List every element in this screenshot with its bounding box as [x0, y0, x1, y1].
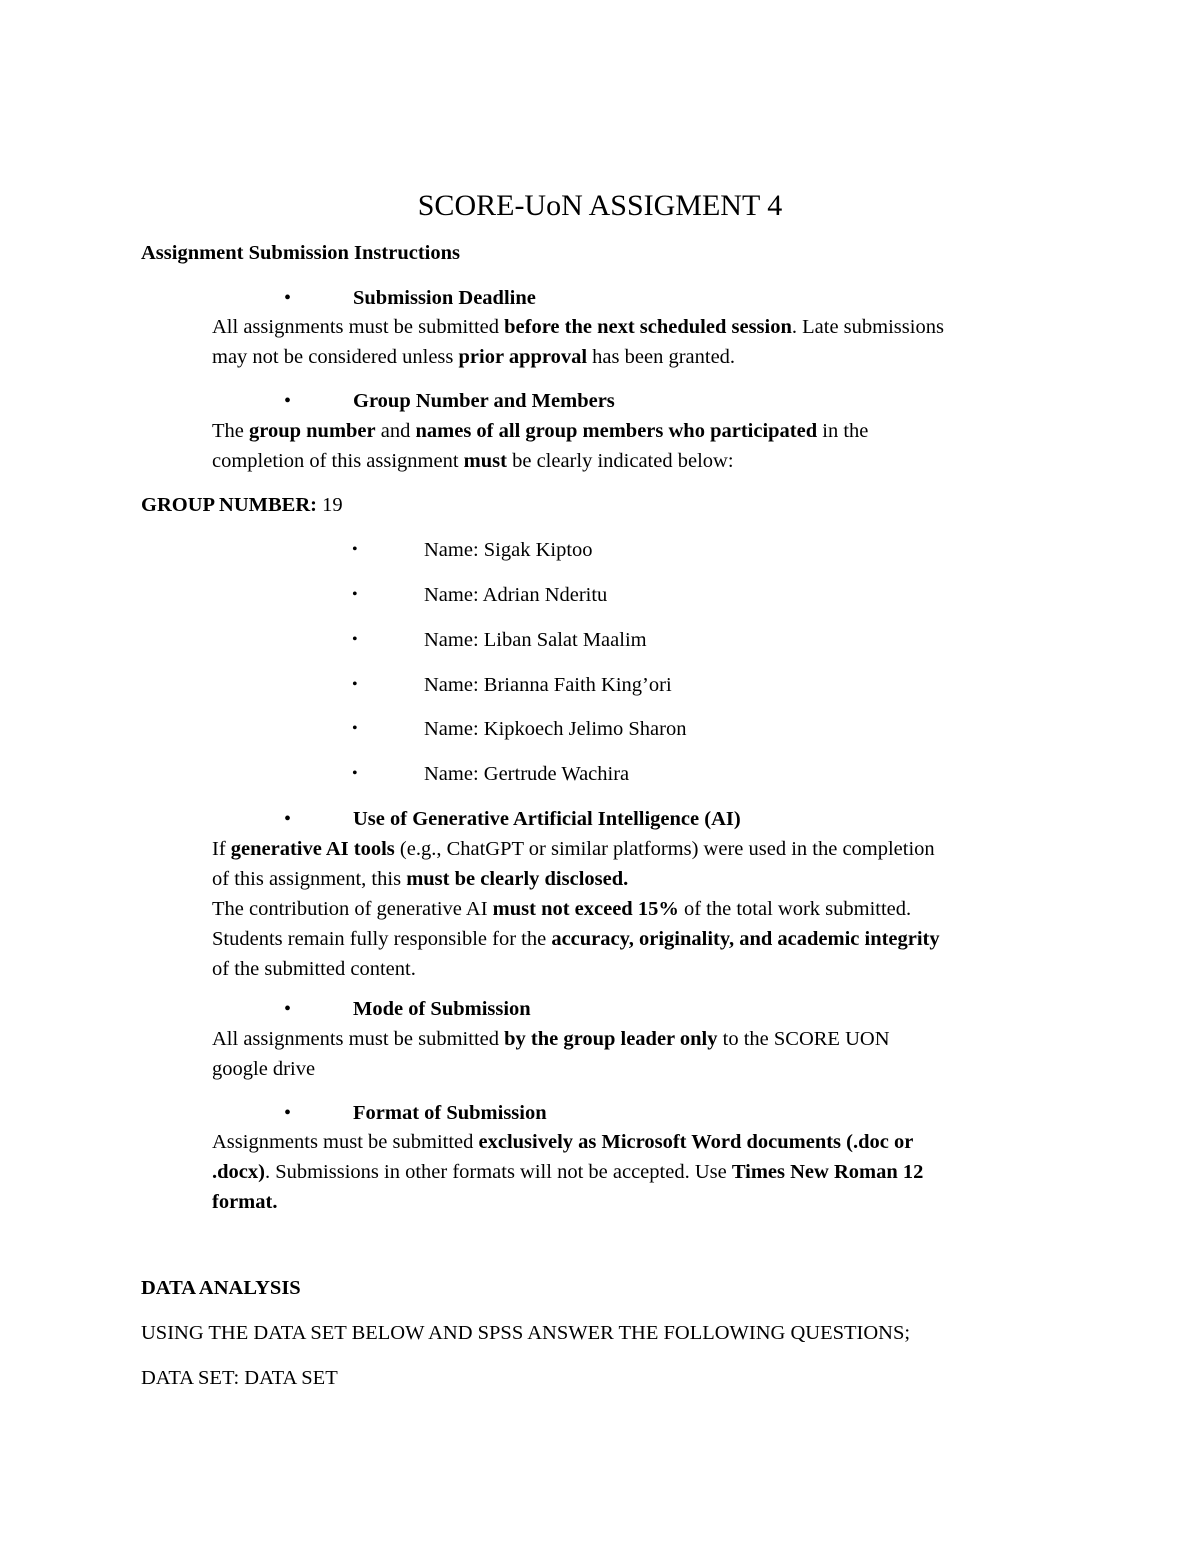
text-run: The	[212, 420, 249, 442]
paragraph-line	[212, 864, 1092, 894]
member-item: Name: Gertrude Wachira	[424, 763, 630, 785]
section-heading-group: Group Number and Members	[353, 390, 615, 412]
text-run: in the	[817, 420, 869, 442]
bold-text: group number	[249, 420, 376, 442]
data-analysis-instruction: USING THE DATA SET BELOW AND SPSS ANSWER THE FOLLOWING QUESTIONS;	[141, 1322, 911, 1344]
paragraph-line	[212, 416, 1092, 446]
paragraph-line	[212, 1054, 1092, 1084]
paragraph-line	[212, 342, 1092, 372]
text-run: of the submitted content.	[212, 958, 416, 980]
member-item: Name: Kipkoech Jelimo Sharon	[424, 718, 687, 740]
paragraph-line	[212, 1127, 1092, 1157]
text-run: All assignments must be submitted	[212, 316, 505, 338]
bullet-icon: •	[352, 720, 358, 737]
instructions-heading: Assignment Submission Instructions	[141, 242, 460, 264]
text-run: (e.g., ChatGPT or similar platforms) were used in the completion	[394, 838, 935, 860]
bullet-icon: •	[352, 541, 358, 558]
bold-text: format.	[212, 1191, 278, 1213]
text-run: Assignments must be submitted	[212, 1131, 479, 1153]
paragraph-line	[212, 924, 1092, 954]
bullet-icon: •	[284, 808, 292, 830]
bold-text: names of all group members who participated	[415, 420, 818, 442]
section-body-mode	[212, 1024, 1092, 1084]
section-body-group	[212, 416, 1092, 476]
text-run: be clearly indicated below:	[506, 450, 734, 472]
bold-text: Times New Roman 12	[731, 1161, 924, 1183]
member-item: Name: Adrian Nderitu	[424, 584, 608, 606]
paragraph-line	[212, 954, 1092, 984]
member-item: Name: Liban Salat Maalim	[424, 629, 647, 651]
member-item: Name: Brianna Faith King’ori	[424, 674, 672, 696]
group-number-label: GROUP NUMBER:	[141, 494, 317, 516]
bullet-icon: •	[352, 676, 358, 693]
text-run: of the total work submitted.	[678, 898, 912, 920]
paragraph-line	[212, 1024, 1092, 1054]
bold-text: .docx)	[212, 1161, 265, 1183]
text-run: Students remain fully responsible for the	[212, 928, 552, 950]
bullet-icon: •	[352, 586, 358, 603]
member-item: Name: Sigak Kiptoo	[424, 539, 593, 561]
section-body-ai	[212, 834, 1092, 984]
paragraph-line	[212, 446, 1092, 476]
bullet-icon: •	[284, 390, 292, 412]
bold-text: by the group leader only	[504, 1028, 718, 1050]
section-body-deadline	[212, 312, 1092, 372]
bold-text: before the next scheduled session	[504, 316, 792, 338]
text-run: may not be considered unless	[212, 346, 459, 368]
text-run: google drive	[212, 1058, 316, 1080]
text-run: of this assignment, this	[212, 868, 407, 890]
text-run: . Late submissions	[791, 316, 944, 338]
paragraph-line	[212, 894, 1092, 924]
text-run: completion of this assignment	[212, 450, 464, 472]
data-set-line: DATA SET: DATA SET	[141, 1367, 338, 1389]
bold-text: prior approval	[458, 346, 588, 368]
paragraph-line	[212, 312, 1092, 342]
section-heading-deadline: Submission Deadline	[353, 287, 536, 309]
group-number-value: 19	[322, 494, 343, 516]
section-heading-mode: Mode of Submission	[353, 998, 531, 1020]
text-run: All assignments must be submitted	[212, 1028, 505, 1050]
bold-text: accuracy, originality, and academic integrity	[551, 928, 940, 950]
group-number-line	[141, 490, 343, 520]
paragraph-line	[212, 1157, 1092, 1187]
text-run: . Submissions in other formats will not be accepted. Use	[264, 1161, 732, 1183]
bullet-icon: •	[284, 1102, 292, 1124]
bold-text: generative AI tools	[230, 838, 395, 860]
bold-text: must be clearly disclosed.	[406, 868, 629, 890]
text-run: and	[375, 420, 416, 442]
document-title: SCORE-UoN ASSIGMENT 4	[417, 189, 783, 222]
section-heading-ai: Use of Generative Artificial Intelligence (AI)	[353, 808, 741, 830]
section-body-format	[212, 1127, 1092, 1217]
text-run: The contribution of generative AI	[212, 898, 493, 920]
text-run: has been granted.	[587, 346, 736, 368]
data-analysis-heading: DATA ANALYSIS	[141, 1277, 301, 1299]
text-run: If	[212, 838, 231, 860]
bold-text: must not exceed 15%	[492, 898, 679, 920]
bullet-icon: •	[284, 287, 292, 309]
bullet-icon: •	[352, 765, 358, 782]
bold-text: exclusively as Microsoft Word documents (.doc or	[478, 1131, 914, 1153]
paragraph-line	[212, 834, 1092, 864]
bold-text: must	[463, 450, 507, 472]
text-run: to the SCORE UON	[717, 1028, 890, 1050]
bullet-icon: •	[284, 998, 292, 1020]
bullet-icon: •	[352, 631, 358, 648]
section-heading-format: Format of Submission	[353, 1102, 547, 1124]
paragraph-line	[212, 1187, 1092, 1217]
